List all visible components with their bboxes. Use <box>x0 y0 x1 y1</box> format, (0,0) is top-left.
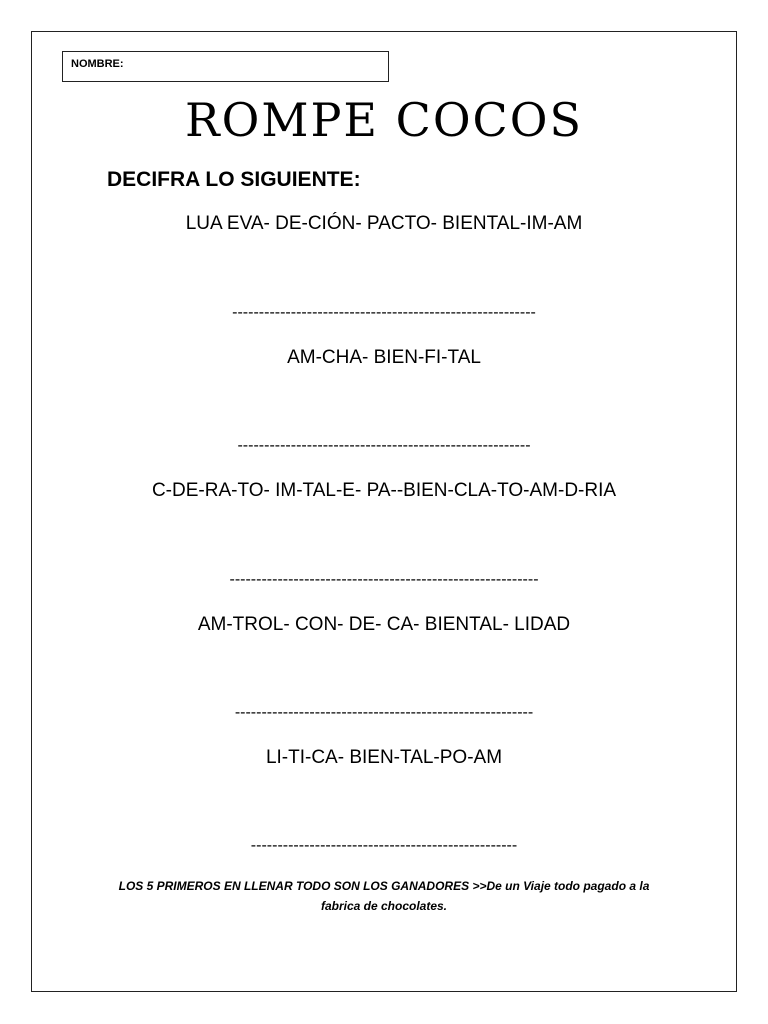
name-field-label: NOMBRE: <box>71 58 124 70</box>
instructions-heading: DECIFRA LO SIGUIENTE: <box>107 168 361 191</box>
puzzle-scrambled-4: AM-TROL- CON- DE- CA- BIENTAL- LIDAD <box>197 614 571 635</box>
puzzle-scrambled-2: AM-CHA- BIEN-FI-TAL <box>287 347 481 368</box>
answer-line-1[interactable]: --------------------------------------------------------- <box>232 304 536 321</box>
puzzle-scrambled-3: C-DE-RA-TO- IM-TAL-E- PA--BIEN-CLA-TO-AM-D-RIA <box>151 480 617 501</box>
answer-line-5[interactable]: -------------------------------------------------- <box>250 837 518 854</box>
answer-line-2[interactable]: ------------------------------------------------------- <box>237 437 531 454</box>
page-title: ROMPE COCOS <box>185 93 583 147</box>
footer-note: LOS 5 PRIMEROS EN LLENAR TODO SON LOS GANADORES >>De un Viaje todo pagado a la fabrica de chocolates. <box>118 879 650 913</box>
puzzle-scrambled-5: LI-TI-CA- BIEN-TAL-PO-AM <box>265 747 503 768</box>
answer-line-4[interactable]: -------------------------------------------------------- <box>234 704 534 721</box>
puzzle-scrambled-1: LUA EVA- DE-CIÓN- PACTO- BIENTAL-IM-AM <box>185 213 583 234</box>
answer-line-3[interactable]: ---------------------------------------------------------- <box>229 571 539 588</box>
name-field[interactable] <box>62 51 389 82</box>
